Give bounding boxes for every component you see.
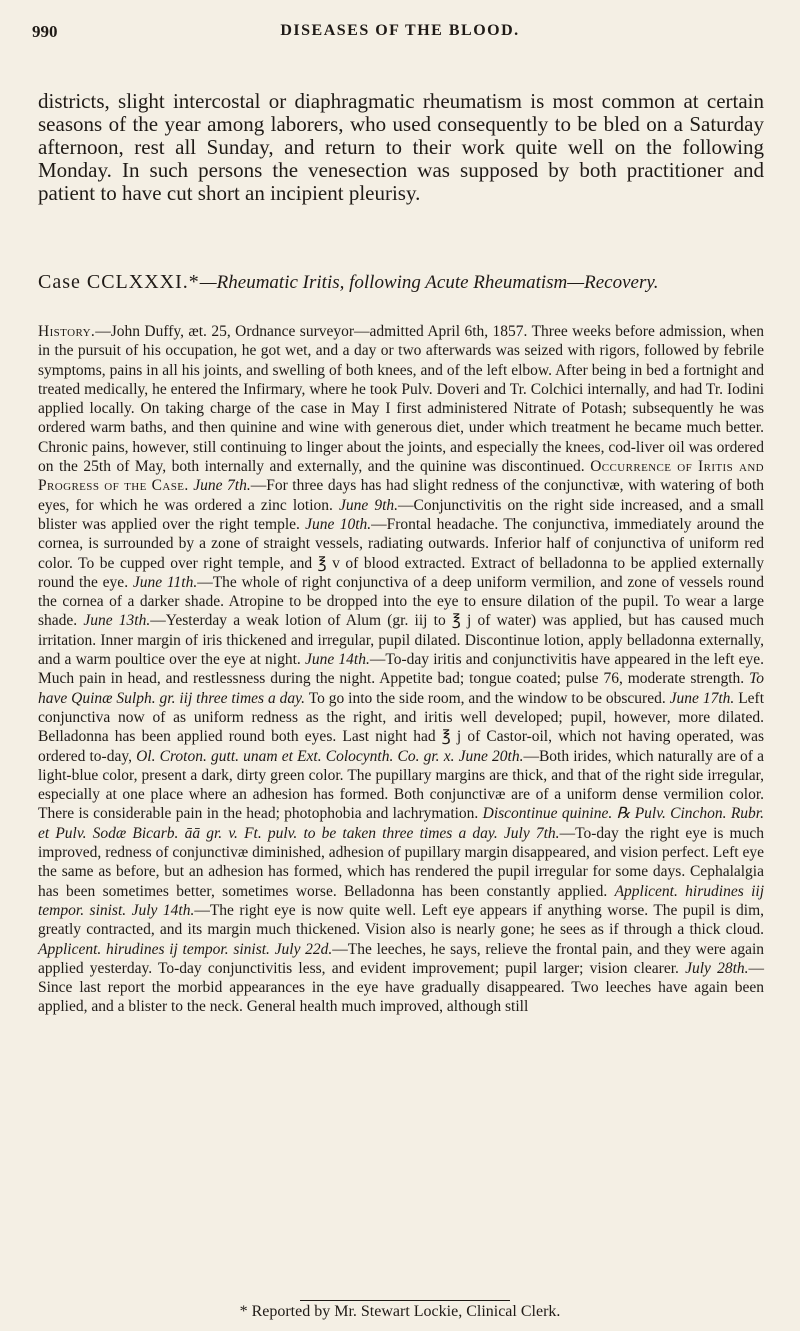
entry-text: —Yesterday a weak lotion of Alum (gr. iij to ℥ j of water) was applied, but has caused much irritation. Inner margin of iris thickened and irregular, pupil dilated. Discontinue lotion, apply belladonna externally, and a warm poultice over the eye at night. <box>38 612 764 669</box>
history-text: —John Duffy, æt. 25, Ordnance surveyor—admitted April 6th, 1857. Three weeks before admission, when in the pursuit of his occupation, he got wet, and a day or two afterwards was seized with rigors, followed by febrile symptoms, pains in all his joints, and swelling of both knees, and of the left elbow. After being in bed a fortnight and treated medically, he entered the Infirmary, where he took Pulv. Doveri and Tr. Colchici internally, and had Tr. Iodini applied locally. On taking charge of the case in May I first administered Nitrate of Potash; subsequently he was ordered warm baths, and then quinine and wine with generous diet, under which treatment he became much better. Chronic pains, however, still continuing to linger about the joints, and especially the knees, cod-liver oil was ordered on the 25th of May, both internally and externally, and the quinine was discontinued. <box>38 323 764 476</box>
entry-prescription: To have Quinæ Sulph. gr. iij three times a day. <box>38 670 765 707</box>
entry-text: —To-day iritis and conjunctivitis have appeared in the left eye. Much pain in head, and restlessness during the night. Appetite bad; tongue coated; pulse 76, moderate strength. <box>38 651 765 688</box>
history-heading: History. <box>38 323 96 340</box>
entry-text: Left conjunctiva now of as uniform redness as the right, and iritis well developed; pupil, however, more dilated. Belladonna has been applied round both eyes. Last night had ℥ j of Castor-oil, which not having operated, was ordered to-day, <box>38 689 765 765</box>
entry-date: June 20th. <box>458 747 524 765</box>
entry-text: —Since last report the morbid appearances in the eye have gradually disappeared. Two leeches have again been applied, and a blister to the neck. General health much improved, although still <box>38 959 765 1016</box>
entry-text: —The leeches, he says, relieve the frontal pain, and they were again applied yesterday. To-day conjunctivitis less, and evident improvement; pupil larger; vision clearer. <box>38 940 765 977</box>
entry-text: —To-day the right eye is much improved, redness of conjunctivæ diminished, adhesion of pupillary margin disappeared, and vision perfect. Left eye the same as before, but an adhesion has formed, which has rendered the pupil irregular for some days. Cephalalgia has been sometimes better, sometimes worse. Belladonna has been constantly applied. <box>38 824 764 900</box>
page-number: 990 <box>32 22 58 41</box>
page-header <box>32 12 768 42</box>
footnote-rule <box>300 1300 510 1301</box>
footnote: * Reported by Mr. Stewart Lockie, Clinical Clerk. <box>239 1303 561 1320</box>
entry-text: —The whole of right conjunctiva of a deep uniform vermilion, and zone of vessels round the cornea of a darker shade. Atropine to be dropped into the eye to ensure dilation of the pupil. To wear a large shade. <box>38 573 765 630</box>
entry-date: June 17th. <box>669 689 735 707</box>
case-body <box>38 322 764 1017</box>
entry-date: June 11th. <box>132 573 198 591</box>
entry-date: June 13th. <box>83 612 151 630</box>
entry-text: —Conjunctivitis on the right side increased, and a small blister was applied over the right temple. <box>38 496 764 533</box>
entry-text: —For three days has had slight redness of the conjunctivæ, with watering of both eyes, for which he was ordered a zinc lotion. <box>38 477 765 514</box>
entry-prescription: Discontinue quinine. ℞ Pulv. Cinchon. Rubr. et Pulv. Sodæ Bicarb. āā gr. v. Ft. pulv. to be taken three times a day. <box>38 805 764 842</box>
entry-date: July 7th. <box>503 824 560 842</box>
entry-date: June 10th. <box>305 515 372 533</box>
entry-date: July 28th. <box>685 959 749 977</box>
case-heading <box>38 270 764 295</box>
entry-date: June 7th. <box>193 477 251 495</box>
entry-text: —Frontal headache. The conjunctiva, immediately around the cornea, is surrounded by a zone of straight vessels, radiating outwards. Inferior half of conjunctiva of uniform red color. To be cupped over right temple, and ℥ v of blood extracted. Extract of belladonna to be applied externally round the eye. <box>38 515 765 591</box>
case-title: —Rheumatic Iritis, following Acute Rheumatism—Recovery. <box>199 272 659 293</box>
entry-text-after: To go into the side room, and the window to be obscured. <box>308 689 666 707</box>
running-head: DISEASES OF THE BLOOD. <box>280 22 520 39</box>
progress-heading: Occurrence of Iritis and Progress of the Case. <box>38 458 765 495</box>
entry-prescription: Ol. Croton. gutt. unam et Ext. Colocynth. Co. gr. x. <box>136 747 455 765</box>
case-number: Case CCLXXXI.* <box>38 271 200 293</box>
entry-date: June 9th. <box>338 496 399 514</box>
entry-text: —The right eye is now quite well. Left eye appears if anything worse. The pupil is dim, greatly contracted, and its margin much thickened. Vision also is nearly gone; he sees as if through a thick cloud. <box>38 901 765 939</box>
entry-date: July 22d. <box>274 940 333 958</box>
entry-text: —Both irides, which naturally are of a light-blue color, present a dark, dirty green color. The pupillary margins are thick, and that of the right side irregular, especially at one place where an adhesion has formed. Both conjunctivæ are of a uniform dense vermilion color. There is considerable pain in the head; photophobia and lachrymation. <box>38 747 764 823</box>
progress-entries <box>38 477 764 1015</box>
entry-prescription: Applicent. hirudines ij tempor. sinist. <box>38 940 270 958</box>
intro-paragraph: districts, slight intercostal or diaphragmatic rheumatism is most common at certain seasons of the year among laborers, who used consequently to be bled on a Saturday afternoon, rest all Sunday, and return to their work quite well on the following Monday. In such persons the venesection was supposed by both practitioner and patient to have cut short an incipient pleurisy. <box>38 89 764 205</box>
entry-prescription: Applicent. hirudines iij tempor. sinist. <box>38 882 765 919</box>
entry-date: July 14th. <box>131 901 195 919</box>
entry-date: June 14th. <box>304 651 370 669</box>
